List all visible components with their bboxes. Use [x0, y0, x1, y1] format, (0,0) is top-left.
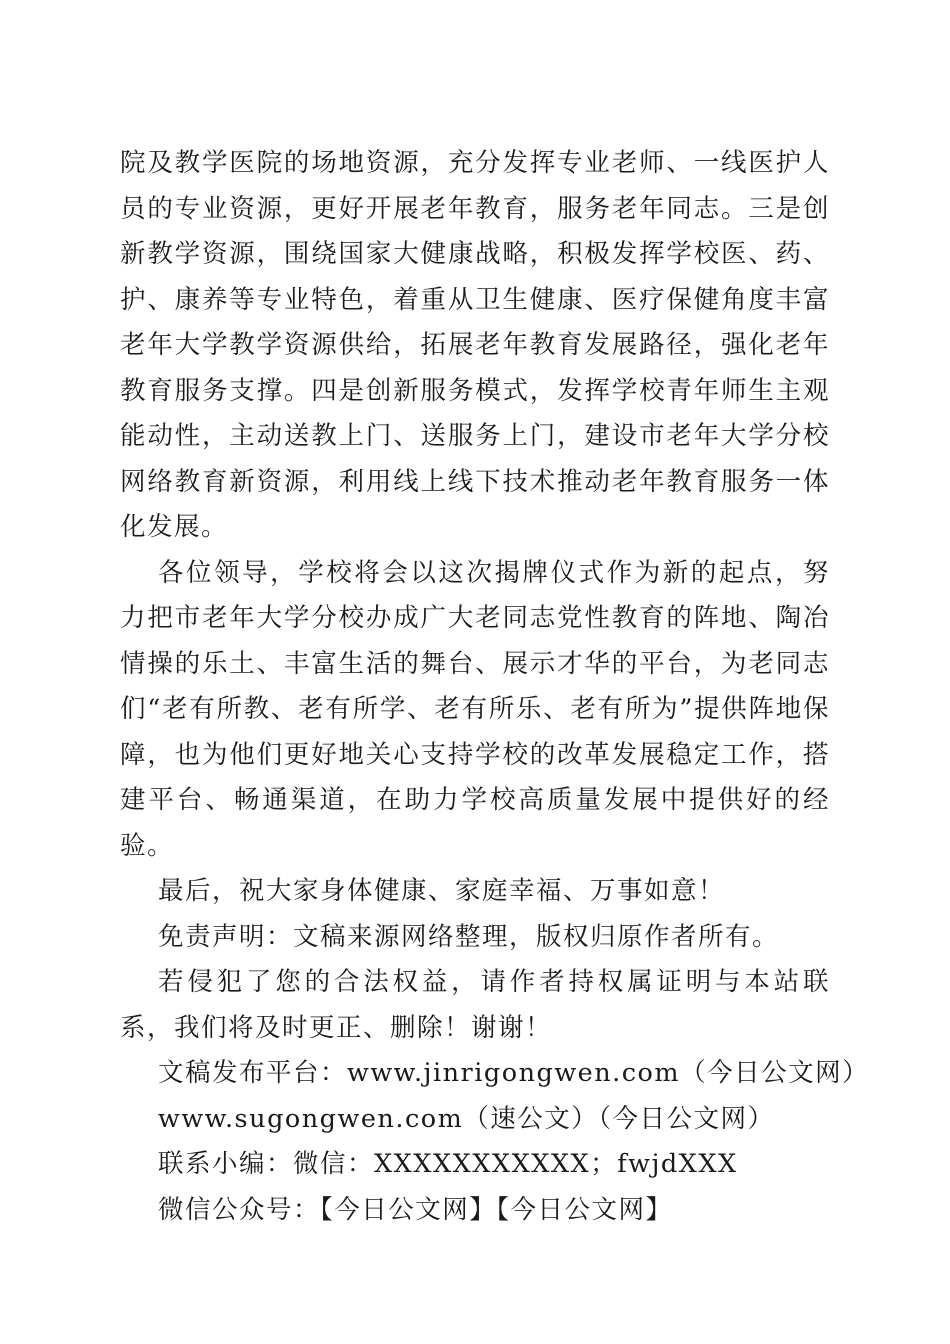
paragraph-closing-wishes: 最后，祝大家身体健康、家庭幸福、万事如意！	[158, 876, 726, 906]
document-body	[120, 141, 870, 1233]
paragraph-publish-platform: 文稿发布平台：www.jinrigongwen.com（今日公文网）	[158, 1058, 870, 1088]
paragraph-leaders-address: 各位领导，学校将会以这次揭牌仪式作为新的起点，努力把市老年大学分校办成广大老同志党性教育的阵地、陶冶情操的乐土、丰富生活的舞台、展示才华的平台，为老同志们“老有所教、老有所学、老有所乐、老有所为”提供阵地保障，也为他们更好地关心支持学校的改革发展稳定工作，搭建平台、畅通渠道，在助力学校高质量发展中提供好的经验。	[120, 557, 830, 861]
paragraph-education-resources: 院及教学医院的场地资源，充分发挥专业老师、一线医护人员的专业资源，更好开展老年教育，服务老年同志。三是创新教学资源，围绕国家大健康战略，积极发挥学校医、药、护、康养等专业特色，着重从卫生健康、医疗保健角度丰富老年大学教学资源供给，拓展老年教育发展路径，强化老年教育服务支撑。四是创新服务模式，发挥学校青年师生主观能动性，主动送教上门、送服务上门，建设市老年大学分校网络教育新资源，利用线上线下技术推动老年教育服务一体化发展。	[120, 148, 830, 542]
paragraph-wechat-account: 微信公众号：【今日公文网】【今日公文网】	[158, 1194, 673, 1225]
paragraph-infringement-notice: 若侵犯了您的合法权益，请作者持权属证明与本站联系，我们将及时更正、删除！谢谢！	[120, 967, 830, 1043]
paragraph-editor-contact: 联系小编：微信：XXXXXXXXXXX；fwjdXXX	[158, 1149, 738, 1179]
paragraph-disclaimer: 免责声明：文稿来源网络整理，版权归原作者所有。	[158, 921, 780, 952]
paragraph-platform-website: www.sugongwen.com（速公文）（今日公文网）	[158, 1103, 775, 1134]
